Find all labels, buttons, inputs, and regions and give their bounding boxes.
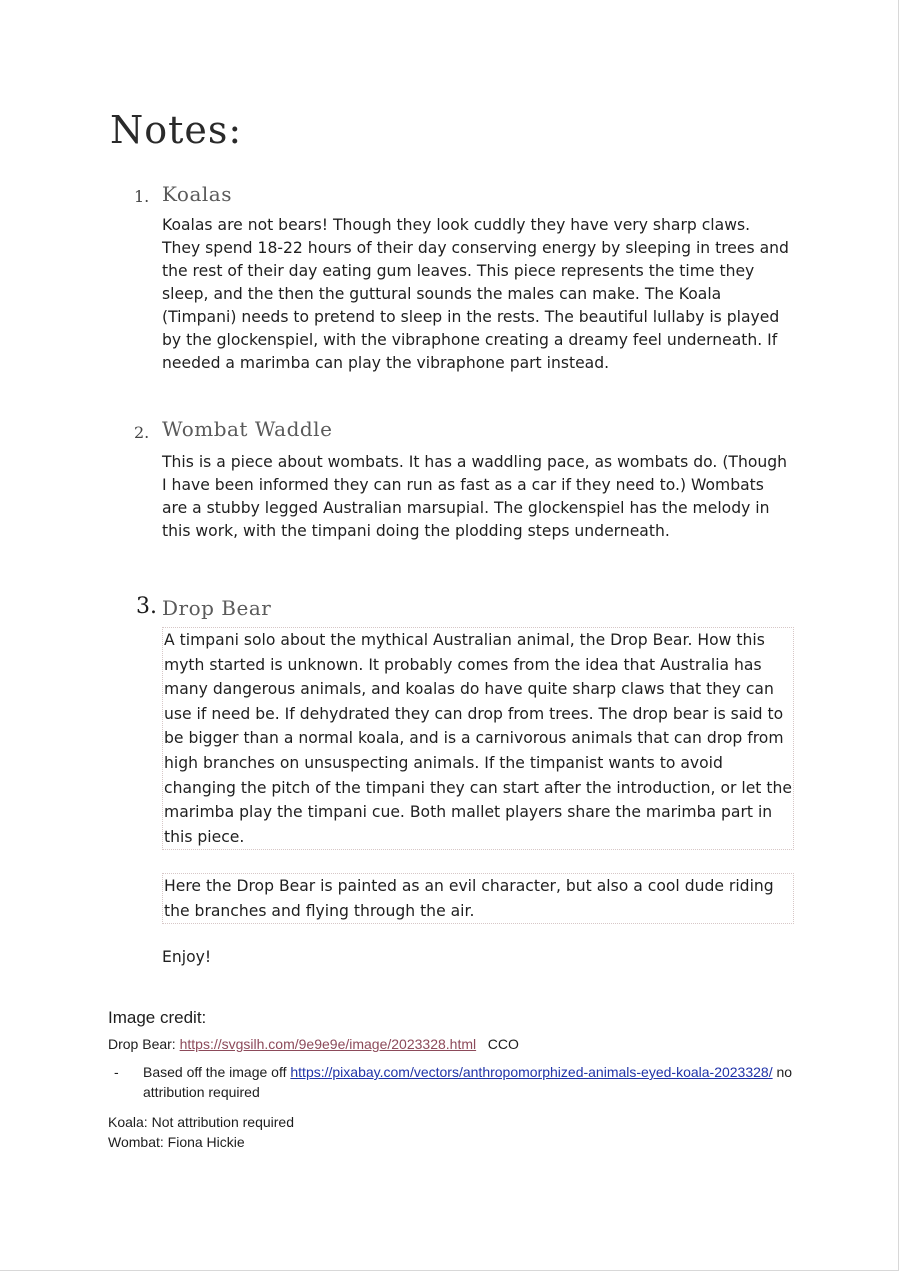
based-off-bullet xyxy=(108,1062,808,1102)
section-heading: Koalas xyxy=(162,182,232,206)
bullet-dash: - xyxy=(114,1064,119,1080)
based-off-text: Based off the image off xyxy=(143,1064,291,1080)
section-paragraph: This is a piece about wombats. It has a waddling pace, as wombats do. (Though I have been informed they can run as fast as a car if they need to.) Wombats are a stubby legged Australian marsupial. The glockenspiel has the melody in this work, with the timpani doing the plodding steps underneath. xyxy=(162,453,788,540)
drop-bear-license: CCO xyxy=(487,1036,519,1052)
drop-bear-credit xyxy=(108,1034,808,1054)
section-number: 1. xyxy=(134,187,150,206)
page-title: Notes: xyxy=(110,108,243,152)
section-paragraph-2: Here the Drop Bear is painted as an evil character, but also a cool dude riding the branches and flying through the air. xyxy=(162,873,794,924)
drop-bear-link[interactable]: https://svgsilh.com/9e9e9e/image/2023328.html xyxy=(179,1036,477,1052)
section-number: 2. xyxy=(134,423,150,442)
section-paragraph: A timpani solo about the mythical Australian animal, the Drop Bear. How this myth started is unknown. It probably comes from the idea that Australia has many dangerous animals, and koalas do have quite sharp claws that they can use if need be. If dehydrated they can drop from trees. The drop bear is said to be bigger than a normal koala, and is a carnivorous animals that can drop from high branches on unsuspecting animals. If the timpanist wants to avoid changing the pitch of the timpani they can start after the introduction, or let the marimba play the timpani cue. Both mallet players share the marimba part in this piece. xyxy=(162,627,794,850)
drop-bear-label: Drop Bear: xyxy=(108,1036,180,1052)
section-heading: Drop Bear xyxy=(162,596,272,620)
section-paragraph: Koalas are not bears! Though they look cuddly they have very sharp claws. They spend 18-22 hours of their day conserving energy by sleeping in trees and the rest of their day eating gum leaves. This piece represents the time they sleep, and the then the guttural sounds the males can make. The Koala (Timpani) needs to pretend to sleep in the rests. The beautiful lullaby is played by the glockenspiel, with the vibraphone creating a dreamy feel underneath. If needed a marimba can play the vibraphone part instead. xyxy=(162,216,789,372)
based-off-suffix: no attribution required xyxy=(143,1064,793,1100)
image-credits xyxy=(108,1008,808,1152)
wombat-credit: Wombat: Fiona Hickie xyxy=(108,1134,245,1150)
closing-text: Enjoy! xyxy=(162,948,212,966)
credits-title: Image credit: xyxy=(108,1008,207,1027)
based-off-link[interactable]: https://pixabay.com/vectors/anthropomorphized-animals-eyed-koala-2023328/ xyxy=(290,1064,773,1080)
koala-credit: Koala: Not attribution required xyxy=(108,1114,294,1130)
section-number: 3. xyxy=(136,594,157,619)
section-heading: Wombat Waddle xyxy=(162,417,333,441)
